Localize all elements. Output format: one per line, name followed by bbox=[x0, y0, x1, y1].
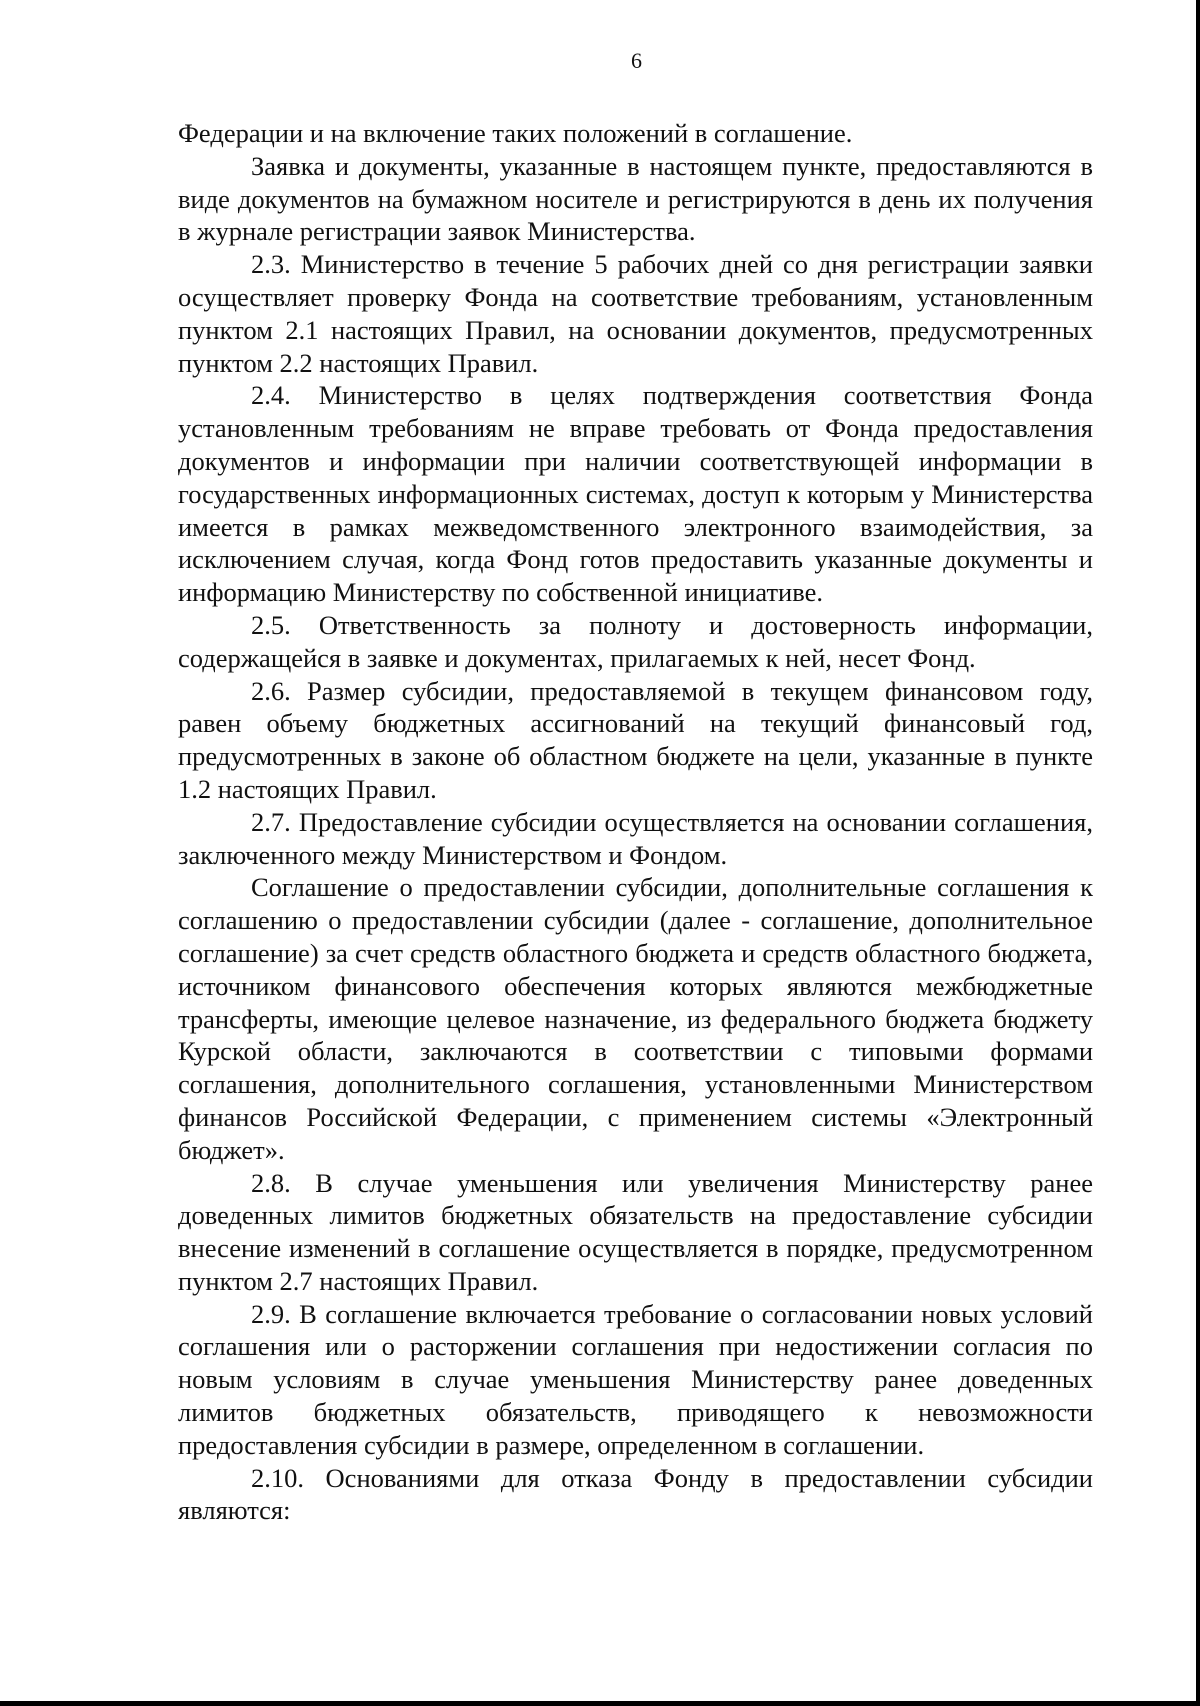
paragraph-agreement: Соглашение о предоставлении субсидии, дополнительные соглашения к соглашению о предоставлении субсидии (далее - соглашение, дополнительное соглашение) за счет средств областного бюджета и средств областного бюджета, источником финансового обеспечения которых являются межбюджетные трансферты, имеющие целевое назначение, из федерального бюджета бюджету Курской области, заключаются в соответствии с типовыми формами соглашения, дополнительного соглашения, установленными Министерством финансов Российской Федерации, с применением системы «Электронный бюджет». bbox=[178, 872, 1093, 1165]
paragraph-2-3: 2.3. Министерство в течение 5 рабочих дней со дня регистрации заявки осуществляет проверку Фонда на соответствие требованиям, установленным пунктом 2.1 настоящих Правил, на основании документов, предусмотренных пунктом 2.2 настоящих Правил. bbox=[178, 249, 1093, 378]
scan-edge-bottom bbox=[0, 1701, 1200, 1706]
paragraph-application-documents: Заявка и документы, указанные в настоящем пункте, предоставляются в виде документов на бумажном носителе и регистрируются в день их получения в журнале регистрации заявок Министерства. bbox=[178, 150, 1093, 247]
paragraph-2-4: 2.4. Министерство в целях подтверждения соответствия Фонда установленным требованиям не вправе требовать от Фонда предоставления документов и информации при наличии соответствующей информации в государственных информационных системах, доступ к которым у Министерства имеется в рамках межведомственного электронного взаимодействия, за исключением случая, когда Фонд готов предоставить указанные документы и информацию Министерству по собственной инициативе. bbox=[178, 380, 1093, 608]
paragraph-2-10: 2.10. Основаниями для отказа Фонду в предоставлении субсидии являются: bbox=[178, 1462, 1093, 1526]
paragraph-2-6: 2.6. Размер субсидии, предоставляемой в текущем финансовом году, равен объему бюджетных ассигнований на текущий финансовый год, предусмотренных в законе об областном бюджете на цели, указанные в пункте 1.2 настоящих Правил. bbox=[178, 675, 1093, 804]
paragraph-2-7: 2.7. Предоставление субсидии осуществляется на основании соглашения, заключенного между Министерством и Фондом. bbox=[178, 806, 1093, 870]
document-body bbox=[178, 117, 1093, 1527]
paragraph-continuation: Федерации и на включение таких положений в соглашение. bbox=[178, 118, 853, 148]
paragraph-2-9: 2.9. В соглашение включается требование о согласовании новых условий соглашения или о расторжении соглашения при недостижении согласия по новым условиям в случае уменьшения Министерству ранее доведенных лимитов бюджетных обязательств, приводящего к невозможности предоставления субсидии в размере, определенном в соглашении. bbox=[178, 1298, 1093, 1460]
paragraph-2-8: 2.8. В случае уменьшения или увеличения Министерству ранее доведенных лимитов бюджетных обязательств на предоставление субсидии внесение изменений в соглашение осуществляется в порядке, предусмотренном пунктом 2.7 настоящих Правил. bbox=[178, 1167, 1093, 1296]
paragraph-2-5: 2.5. Ответственность за полноту и достоверность информации, содержащейся в заявке и документах, прилагаемых к ней, несет Фонд. bbox=[178, 609, 1093, 673]
page-number: 6 bbox=[631, 48, 642, 73]
scan-edge-right bbox=[1196, 0, 1200, 1706]
